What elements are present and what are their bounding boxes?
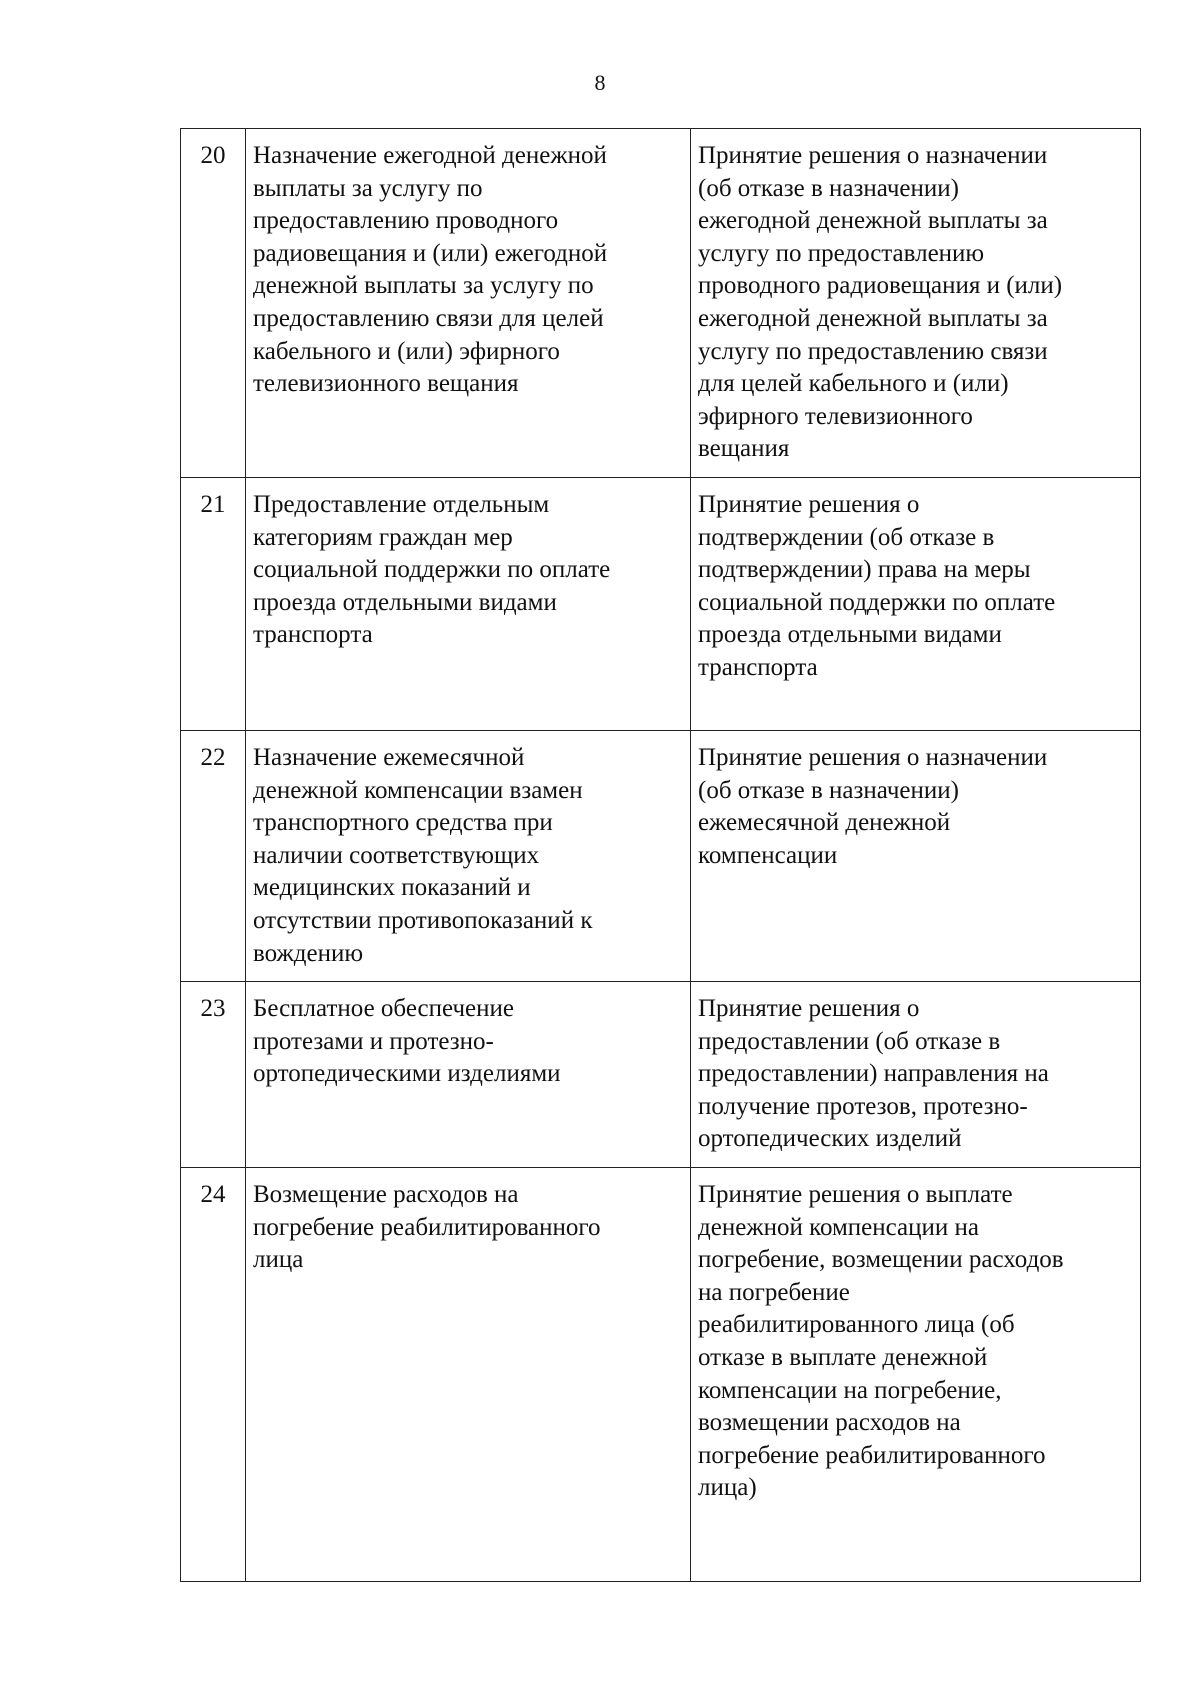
text-line: предоставлению проводного bbox=[253, 207, 559, 235]
services-table bbox=[180, 128, 1141, 1582]
text-line: наличии соответствующих bbox=[253, 841, 540, 869]
text-line: Принятие решения о bbox=[698, 491, 920, 518]
text-line: транспортного средства при bbox=[253, 809, 553, 837]
text-line: Принятие решения о назначении bbox=[698, 142, 1048, 169]
row-number: 21 bbox=[181, 478, 246, 731]
text-line: лица bbox=[253, 1246, 304, 1274]
text-line: подтверждении (об отказе в bbox=[698, 523, 995, 551]
service-result-cell bbox=[691, 982, 1141, 1168]
text-line: вещания bbox=[698, 435, 790, 463]
text-line: проезда отдельными видами bbox=[698, 621, 1002, 649]
row-number: 24 bbox=[181, 1168, 246, 1582]
service-name-cell bbox=[246, 731, 691, 982]
table-row bbox=[181, 478, 1141, 731]
service-name-cell bbox=[246, 478, 691, 731]
text-line: для целей кабельного и (или) bbox=[698, 370, 1009, 398]
text-line: протезами и протезно- bbox=[253, 1027, 494, 1055]
text-line: лица) bbox=[698, 1474, 757, 1502]
service-result-cell bbox=[691, 129, 1141, 478]
text-line: ежемесячной денежной bbox=[698, 809, 951, 837]
row-number: 20 bbox=[181, 129, 246, 478]
text-line: ортопедическими изделиями bbox=[253, 1060, 561, 1088]
text-line: (об отказе в назначении) bbox=[698, 776, 959, 804]
text-line: погребение, возмещении расходов bbox=[698, 1246, 1064, 1274]
row-number: 22 bbox=[181, 731, 246, 982]
text-line: услугу по предоставлению bbox=[698, 239, 985, 267]
service-name-cell bbox=[246, 1168, 691, 1582]
text-line: Принятие решения о выплате bbox=[698, 1181, 1013, 1208]
text-line: Назначение ежегодной денежной bbox=[253, 142, 607, 169]
text-line: ежегодной денежной выплаты за bbox=[698, 304, 1048, 332]
service-name-cell bbox=[246, 982, 691, 1168]
text-line: социальной поддержки по оплате bbox=[253, 556, 611, 584]
row-number: 23 bbox=[181, 982, 246, 1168]
text-line: телевизионного вещания bbox=[253, 370, 519, 398]
table-row bbox=[181, 982, 1141, 1168]
table-row bbox=[181, 129, 1141, 478]
text-line: Бесплатное обеспечение bbox=[253, 995, 515, 1022]
text-line: отказе в выплате денежной bbox=[698, 1343, 988, 1371]
text-line: проводного радиовещания и (или) bbox=[698, 272, 1063, 300]
text-line: Возмещение расходов на bbox=[253, 1181, 519, 1208]
text-line: категориям граждан мер bbox=[253, 523, 513, 551]
text-line: погребение реабилитированного bbox=[253, 1213, 601, 1241]
service-result-cell bbox=[691, 478, 1141, 731]
text-line: Принятие решения о bbox=[698, 995, 920, 1022]
page-number: 8 bbox=[594, 70, 606, 95]
service-result-cell bbox=[691, 1168, 1141, 1582]
text-line: ежегодной денежной выплаты за bbox=[698, 207, 1048, 235]
text-line: компенсации bbox=[698, 841, 838, 869]
text-line: денежной компенсации взамен bbox=[253, 776, 583, 804]
text-line: предоставлении) направления на bbox=[698, 1060, 1049, 1088]
text-line: выплаты за услугу по bbox=[253, 174, 483, 202]
text-line: денежной компенсации на bbox=[698, 1213, 980, 1241]
text-line: транспорта bbox=[253, 621, 373, 649]
text-line: предоставлении (об отказе в bbox=[698, 1027, 1001, 1055]
text-line: Назначение ежемесячной bbox=[253, 744, 525, 771]
service-name-cell bbox=[246, 129, 691, 478]
text-line: Принятие решения о назначении bbox=[698, 744, 1048, 771]
text-line: радиовещания и (или) ежегодной bbox=[253, 239, 608, 267]
text-line: кабельного и (или) эфирного bbox=[253, 337, 560, 365]
text-line: услугу по предоставлению связи bbox=[698, 337, 1048, 365]
text-line: погребение реабилитированного bbox=[698, 1441, 1046, 1469]
text-line: проезда отдельными видами bbox=[253, 588, 557, 616]
text-line: ортопедических изделий bbox=[698, 1125, 962, 1153]
text-line: денежной выплаты за услугу по bbox=[253, 272, 594, 300]
text-line: транспорта bbox=[698, 653, 818, 681]
table-row bbox=[181, 731, 1141, 982]
text-line: подтверждении) права на меры bbox=[698, 556, 1031, 584]
text-line: вождению bbox=[253, 939, 364, 967]
text-line: социальной поддержки по оплате bbox=[698, 588, 1056, 616]
text-line: медицинских показаний и bbox=[253, 874, 531, 902]
text-line: получение протезов, протезно- bbox=[698, 1092, 1028, 1120]
text-line: Предоставление отдельным bbox=[253, 491, 550, 518]
text-line: реабилитированного лица (об bbox=[698, 1311, 1015, 1339]
text-line: эфирного телевизионного bbox=[698, 402, 973, 430]
service-result-cell bbox=[691, 731, 1141, 982]
table-row bbox=[181, 1168, 1141, 1582]
text-line: компенсации на погребение, bbox=[698, 1376, 1002, 1404]
text-line: отсутствии противопоказаний к bbox=[253, 906, 593, 934]
text-line: на погребение bbox=[698, 1278, 850, 1306]
text-line: возмещении расходов на bbox=[698, 1409, 961, 1437]
text-line: (об отказе в назначении) bbox=[698, 174, 959, 202]
text-line: предоставлению связи для целей bbox=[253, 304, 604, 332]
